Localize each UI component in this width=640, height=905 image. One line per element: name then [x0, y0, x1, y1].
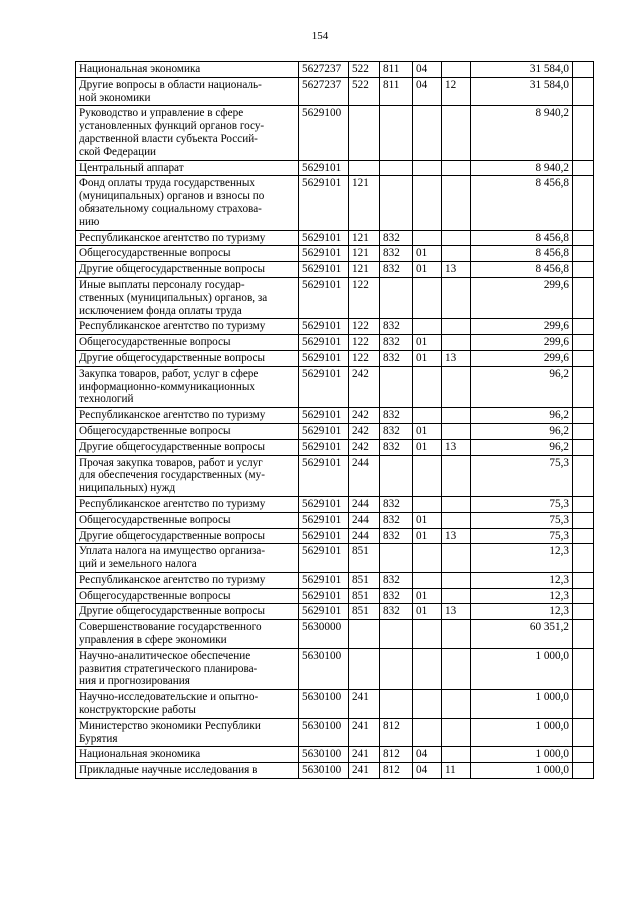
- table-row: [76, 277, 594, 318]
- row-rz-cell: 01: [413, 439, 442, 455]
- row-sum-cell: 8 940,2: [471, 106, 573, 160]
- row-vr-cell: [349, 160, 380, 176]
- table-row: [76, 747, 594, 763]
- row-pr-cell: 13: [442, 528, 471, 544]
- row-vr-cell: 242: [349, 408, 380, 424]
- table-row: [76, 176, 594, 230]
- row-pr-cell: 13: [442, 439, 471, 455]
- row-vr-cell: 851: [349, 588, 380, 604]
- row-sum-cell: 299,6: [471, 335, 573, 351]
- table-row: [76, 604, 594, 620]
- row-rz-cell: [413, 496, 442, 512]
- row-grbs-cell: [380, 366, 413, 407]
- row-name-cell: Центральный аппарат: [76, 160, 299, 176]
- table-row: [76, 690, 594, 719]
- row-extra-cell: [573, 160, 594, 176]
- row-grbs-cell: 811: [380, 77, 413, 106]
- row-vr-cell: 122: [349, 277, 380, 318]
- row-extra-cell: [573, 718, 594, 747]
- row-sum-cell: 96,2: [471, 439, 573, 455]
- row-pr-cell: [442, 455, 471, 496]
- row-sum-cell: 8 456,8: [471, 246, 573, 262]
- row-csr-cell: 5629101: [299, 408, 349, 424]
- row-name-cell: Республиканское агентство по туризму: [76, 230, 299, 246]
- row-csr-cell: 5630100: [299, 747, 349, 763]
- row-vr-cell: 241: [349, 718, 380, 747]
- row-rz-cell: 04: [413, 62, 442, 78]
- row-name-cell: Общегосударственные вопросы: [76, 423, 299, 439]
- row-vr-cell: 522: [349, 77, 380, 106]
- row-vr-cell: 244: [349, 512, 380, 528]
- row-name-cell: Общегосударственные вопросы: [76, 335, 299, 351]
- budget-table-body: [76, 62, 594, 779]
- row-csr-cell: 5630100: [299, 718, 349, 747]
- row-grbs-cell: [380, 620, 413, 649]
- table-row: [76, 648, 594, 689]
- row-grbs-cell: 832: [380, 230, 413, 246]
- row-rz-cell: [413, 277, 442, 318]
- row-rz-cell: [413, 718, 442, 747]
- table-row: [76, 230, 594, 246]
- row-extra-cell: [573, 455, 594, 496]
- row-extra-cell: [573, 572, 594, 588]
- row-grbs-cell: [380, 648, 413, 689]
- row-sum-cell: 31 584,0: [471, 77, 573, 106]
- row-extra-cell: [573, 366, 594, 407]
- row-rz-cell: [413, 544, 442, 573]
- row-rz-cell: [413, 230, 442, 246]
- row-rz-cell: [413, 160, 442, 176]
- budget-table: [75, 61, 594, 779]
- row-extra-cell: [573, 588, 594, 604]
- row-name-cell: Закупка товаров, работ, услуг в сфере информационно-коммуникационных технологий: [76, 366, 299, 407]
- row-csr-cell: 5629101: [299, 160, 349, 176]
- row-pr-cell: [442, 544, 471, 573]
- row-sum-cell: 96,2: [471, 366, 573, 407]
- row-vr-cell: [349, 106, 380, 160]
- row-name-cell: Совершенствование государственного управления в сфере экономики: [76, 620, 299, 649]
- table-row: [76, 439, 594, 455]
- row-csr-cell: 5629101: [299, 350, 349, 366]
- row-extra-cell: [573, 176, 594, 230]
- row-name-cell: Национальная экономика: [76, 62, 299, 78]
- row-extra-cell: [573, 277, 594, 318]
- row-sum-cell: 1 000,0: [471, 690, 573, 719]
- row-csr-cell: 5627237: [299, 77, 349, 106]
- table-row: [76, 718, 594, 747]
- row-rz-cell: 04: [413, 763, 442, 779]
- row-grbs-cell: [380, 544, 413, 573]
- row-name-cell: Республиканское агентство по туризму: [76, 496, 299, 512]
- row-rz-cell: [413, 176, 442, 230]
- row-grbs-cell: 832: [380, 408, 413, 424]
- row-name-cell: Фонд оплаты труда государственных (муниципальных) органов и взносы по обязательному социальному страхова- нию: [76, 176, 299, 230]
- row-sum-cell: 75,3: [471, 528, 573, 544]
- row-vr-cell: 244: [349, 455, 380, 496]
- row-extra-cell: [573, 62, 594, 78]
- row-name-cell: Другие общегосударственные вопросы: [76, 350, 299, 366]
- row-name-cell: Республиканское агентство по туризму: [76, 319, 299, 335]
- row-grbs-cell: 832: [380, 496, 413, 512]
- row-csr-cell: 5630100: [299, 690, 349, 719]
- row-pr-cell: [442, 648, 471, 689]
- row-vr-cell: [349, 648, 380, 689]
- row-extra-cell: [573, 439, 594, 455]
- table-row: [76, 335, 594, 351]
- row-csr-cell: 5629101: [299, 262, 349, 278]
- row-vr-cell: 121: [349, 176, 380, 230]
- row-name-cell: Уплата налога на имущество организа- ций и земельного налога: [76, 544, 299, 573]
- row-rz-cell: 01: [413, 423, 442, 439]
- row-extra-cell: [573, 604, 594, 620]
- row-csr-cell: 5629101: [299, 176, 349, 230]
- row-grbs-cell: 812: [380, 763, 413, 779]
- row-rz-cell: 01: [413, 512, 442, 528]
- row-extra-cell: [573, 496, 594, 512]
- row-name-cell: Прочая закупка товаров, работ и услуг для обеспечения государственных (му- ниципальных) нужд: [76, 455, 299, 496]
- row-pr-cell: [442, 408, 471, 424]
- row-vr-cell: 121: [349, 262, 380, 278]
- row-name-cell: Общегосударственные вопросы: [76, 588, 299, 604]
- table-row: [76, 455, 594, 496]
- row-csr-cell: 5629101: [299, 544, 349, 573]
- row-name-cell: Иные выплаты персоналу государ- ственных (муниципальных) органов, за исключением фонда оплаты труда: [76, 277, 299, 318]
- row-name-cell: Научно-аналитическое обеспечение развития стратегического планирова- ния и прогнозирования: [76, 648, 299, 689]
- row-grbs-cell: [380, 106, 413, 160]
- row-csr-cell: 5629101: [299, 604, 349, 620]
- page-number: 154: [311, 30, 329, 42]
- row-grbs-cell: 832: [380, 262, 413, 278]
- row-rz-cell: [413, 690, 442, 719]
- row-grbs-cell: 832: [380, 246, 413, 262]
- row-extra-cell: [573, 408, 594, 424]
- row-vr-cell: 244: [349, 496, 380, 512]
- row-csr-cell: 5629101: [299, 366, 349, 407]
- row-grbs-cell: 812: [380, 747, 413, 763]
- table-row: [76, 512, 594, 528]
- row-vr-cell: 242: [349, 366, 380, 407]
- row-name-cell: Научно-исследовательские и опытно- конструкторские работы: [76, 690, 299, 719]
- row-grbs-cell: [380, 690, 413, 719]
- row-vr-cell: 242: [349, 439, 380, 455]
- row-sum-cell: 8 456,8: [471, 230, 573, 246]
- row-grbs-cell: 832: [380, 335, 413, 351]
- row-grbs-cell: [380, 277, 413, 318]
- row-rz-cell: [413, 366, 442, 407]
- row-extra-cell: [573, 230, 594, 246]
- row-grbs-cell: [380, 455, 413, 496]
- row-grbs-cell: 832: [380, 350, 413, 366]
- row-pr-cell: 12: [442, 77, 471, 106]
- table-row: [76, 62, 594, 78]
- row-grbs-cell: [380, 160, 413, 176]
- row-pr-cell: [442, 572, 471, 588]
- row-sum-cell: 12,3: [471, 604, 573, 620]
- row-vr-cell: 122: [349, 319, 380, 335]
- row-extra-cell: [573, 319, 594, 335]
- row-pr-cell: [442, 690, 471, 719]
- row-csr-cell: 5629101: [299, 572, 349, 588]
- row-sum-cell: 75,3: [471, 455, 573, 496]
- table-row: [76, 319, 594, 335]
- row-name-cell: Национальная экономика: [76, 747, 299, 763]
- row-pr-cell: [442, 366, 471, 407]
- row-pr-cell: [442, 62, 471, 78]
- row-grbs-cell: 832: [380, 604, 413, 620]
- row-vr-cell: [349, 620, 380, 649]
- row-csr-cell: 5629100: [299, 106, 349, 160]
- row-vr-cell: 121: [349, 246, 380, 262]
- row-extra-cell: [573, 690, 594, 719]
- row-rz-cell: [413, 106, 442, 160]
- row-pr-cell: [442, 718, 471, 747]
- row-grbs-cell: 832: [380, 423, 413, 439]
- row-csr-cell: 5629101: [299, 512, 349, 528]
- row-rz-cell: [413, 408, 442, 424]
- row-pr-cell: [442, 747, 471, 763]
- row-pr-cell: [442, 230, 471, 246]
- row-grbs-cell: 832: [380, 588, 413, 604]
- row-vr-cell: 241: [349, 690, 380, 719]
- row-extra-cell: [573, 106, 594, 160]
- row-sum-cell: 96,2: [471, 408, 573, 424]
- row-csr-cell: 5629101: [299, 439, 349, 455]
- row-pr-cell: [442, 423, 471, 439]
- row-rz-cell: [413, 572, 442, 588]
- row-extra-cell: [573, 77, 594, 106]
- row-pr-cell: 13: [442, 604, 471, 620]
- row-name-cell: Другие общегосударственные вопросы: [76, 262, 299, 278]
- row-grbs-cell: 832: [380, 512, 413, 528]
- row-csr-cell: 5629101: [299, 319, 349, 335]
- row-extra-cell: [573, 528, 594, 544]
- row-pr-cell: [442, 106, 471, 160]
- row-name-cell: Руководство и управление в сфере установленных функций органов госу- дарственной власти субъекта Россий- ской Федерации: [76, 106, 299, 160]
- row-pr-cell: [442, 176, 471, 230]
- row-pr-cell: [442, 160, 471, 176]
- row-rz-cell: [413, 648, 442, 689]
- row-pr-cell: [442, 496, 471, 512]
- row-extra-cell: [573, 512, 594, 528]
- row-extra-cell: [573, 747, 594, 763]
- row-name-cell: Другие вопросы в области националь- ной экономики: [76, 77, 299, 106]
- row-pr-cell: [442, 620, 471, 649]
- row-name-cell: Другие общегосударственные вопросы: [76, 439, 299, 455]
- table-row: [76, 408, 594, 424]
- row-sum-cell: 8 456,8: [471, 176, 573, 230]
- row-extra-cell: [573, 763, 594, 779]
- row-csr-cell: 5629101: [299, 246, 349, 262]
- table-row: [76, 620, 594, 649]
- row-sum-cell: 299,6: [471, 319, 573, 335]
- row-sum-cell: 1 000,0: [471, 747, 573, 763]
- row-sum-cell: 1 000,0: [471, 648, 573, 689]
- row-sum-cell: 96,2: [471, 423, 573, 439]
- row-sum-cell: 8 456,8: [471, 262, 573, 278]
- row-pr-cell: [442, 246, 471, 262]
- row-csr-cell: 5629101: [299, 230, 349, 246]
- table-row: [76, 366, 594, 407]
- row-sum-cell: 75,3: [471, 512, 573, 528]
- table-row: [76, 160, 594, 176]
- row-sum-cell: 75,3: [471, 496, 573, 512]
- row-csr-cell: 5629101: [299, 455, 349, 496]
- row-rz-cell: 01: [413, 588, 442, 604]
- row-name-cell: Министерство экономики Республики Бурятия: [76, 718, 299, 747]
- row-csr-cell: 5630100: [299, 648, 349, 689]
- row-pr-cell: [442, 277, 471, 318]
- row-extra-cell: [573, 335, 594, 351]
- row-csr-cell: 5630100: [299, 763, 349, 779]
- table-row: [76, 763, 594, 779]
- row-sum-cell: 12,3: [471, 572, 573, 588]
- row-sum-cell: 1 000,0: [471, 763, 573, 779]
- row-pr-cell: [442, 335, 471, 351]
- table-row: [76, 350, 594, 366]
- row-vr-cell: 851: [349, 544, 380, 573]
- table-row: [76, 572, 594, 588]
- row-extra-cell: [573, 620, 594, 649]
- row-rz-cell: 01: [413, 604, 442, 620]
- row-sum-cell: 8 940,2: [471, 160, 573, 176]
- row-grbs-cell: 832: [380, 572, 413, 588]
- table-row: [76, 423, 594, 439]
- row-extra-cell: [573, 423, 594, 439]
- row-grbs-cell: 811: [380, 62, 413, 78]
- row-csr-cell: 5627237: [299, 62, 349, 78]
- table-row: [76, 77, 594, 106]
- row-vr-cell: 241: [349, 747, 380, 763]
- row-rz-cell: [413, 620, 442, 649]
- row-name-cell: Республиканское агентство по туризму: [76, 408, 299, 424]
- row-rz-cell: 01: [413, 262, 442, 278]
- row-pr-cell: 11: [442, 763, 471, 779]
- row-pr-cell: [442, 588, 471, 604]
- row-sum-cell: 31 584,0: [471, 62, 573, 78]
- row-sum-cell: 299,6: [471, 277, 573, 318]
- row-csr-cell: 5629101: [299, 528, 349, 544]
- row-name-cell: Общегосударственные вопросы: [76, 246, 299, 262]
- row-sum-cell: 299,6: [471, 350, 573, 366]
- row-extra-cell: [573, 544, 594, 573]
- row-csr-cell: 5629101: [299, 423, 349, 439]
- row-csr-cell: 5629101: [299, 335, 349, 351]
- row-pr-cell: 13: [442, 262, 471, 278]
- row-vr-cell: 851: [349, 572, 380, 588]
- row-sum-cell: 12,3: [471, 544, 573, 573]
- row-pr-cell: 13: [442, 350, 471, 366]
- row-rz-cell: 01: [413, 350, 442, 366]
- row-vr-cell: 121: [349, 230, 380, 246]
- row-sum-cell: 60 351,2: [471, 620, 573, 649]
- row-vr-cell: 122: [349, 350, 380, 366]
- table-row: [76, 496, 594, 512]
- row-rz-cell: 04: [413, 747, 442, 763]
- table-row: [76, 528, 594, 544]
- row-csr-cell: 5629101: [299, 496, 349, 512]
- row-pr-cell: [442, 512, 471, 528]
- row-name-cell: Прикладные научные исследования в: [76, 763, 299, 779]
- row-grbs-cell: 832: [380, 528, 413, 544]
- row-vr-cell: 244: [349, 528, 380, 544]
- row-rz-cell: 01: [413, 335, 442, 351]
- row-sum-cell: 12,3: [471, 588, 573, 604]
- table-row: [76, 544, 594, 573]
- row-name-cell: Другие общегосударственные вопросы: [76, 528, 299, 544]
- row-rz-cell: [413, 455, 442, 496]
- row-extra-cell: [573, 350, 594, 366]
- row-vr-cell: 241: [349, 763, 380, 779]
- row-sum-cell: 1 000,0: [471, 718, 573, 747]
- table-row: [76, 262, 594, 278]
- row-csr-cell: 5629101: [299, 277, 349, 318]
- row-grbs-cell: 832: [380, 439, 413, 455]
- row-rz-cell: [413, 319, 442, 335]
- row-rz-cell: 01: [413, 528, 442, 544]
- table-row: [76, 246, 594, 262]
- row-rz-cell: 04: [413, 77, 442, 106]
- row-extra-cell: [573, 262, 594, 278]
- row-csr-cell: 5629101: [299, 588, 349, 604]
- row-extra-cell: [573, 648, 594, 689]
- row-grbs-cell: 832: [380, 319, 413, 335]
- row-name-cell: Республиканское агентство по туризму: [76, 572, 299, 588]
- table-row: [76, 106, 594, 160]
- row-pr-cell: [442, 319, 471, 335]
- row-vr-cell: 242: [349, 423, 380, 439]
- row-grbs-cell: [380, 176, 413, 230]
- row-vr-cell: 122: [349, 335, 380, 351]
- table-row: [76, 588, 594, 604]
- row-csr-cell: 5630000: [299, 620, 349, 649]
- row-name-cell: Общегосударственные вопросы: [76, 512, 299, 528]
- row-grbs-cell: 812: [380, 718, 413, 747]
- row-vr-cell: 522: [349, 62, 380, 78]
- row-rz-cell: 01: [413, 246, 442, 262]
- row-vr-cell: 851: [349, 604, 380, 620]
- row-extra-cell: [573, 246, 594, 262]
- row-name-cell: Другие общегосударственные вопросы: [76, 604, 299, 620]
